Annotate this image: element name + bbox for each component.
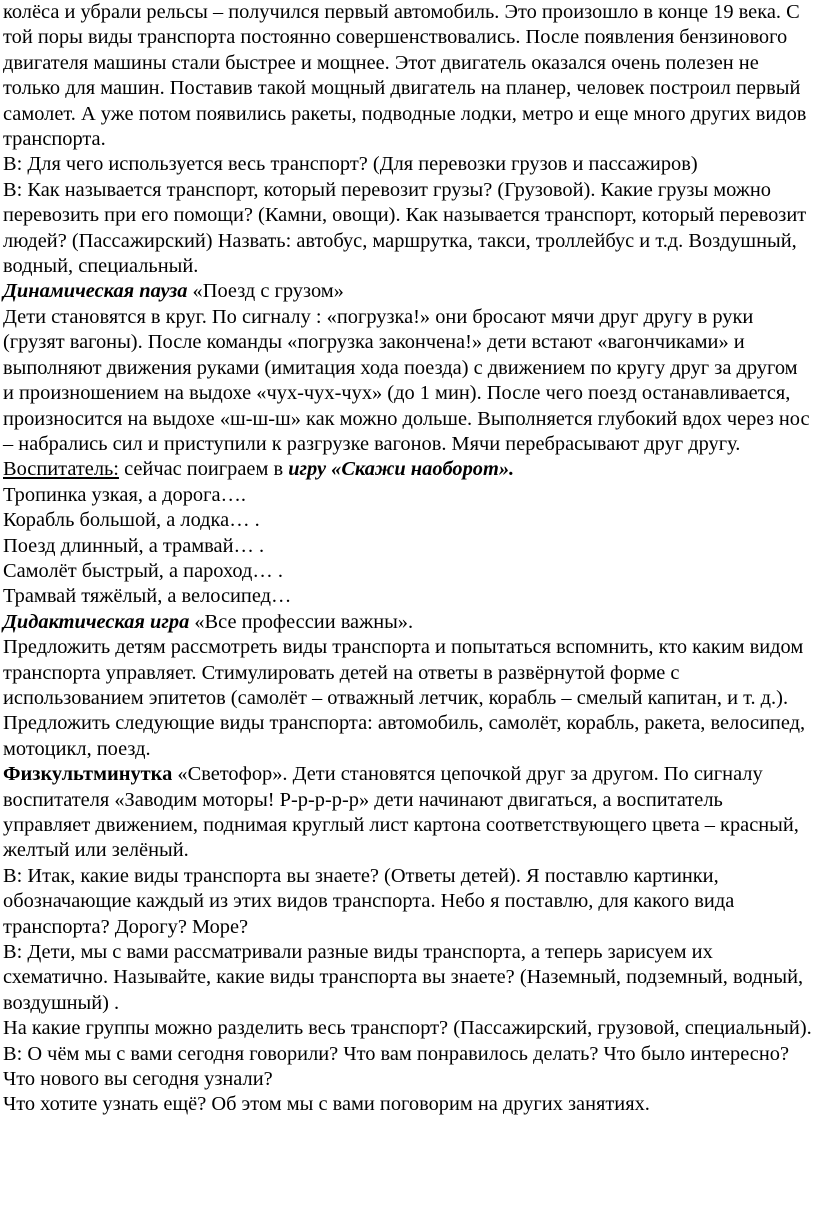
paragraph-text: В: Для чего используется весь транспорт? (Для перевозки грузов и пассажиров) xyxy=(3,153,698,176)
physical-minute-text: «Светофор». Дети становятся цепочкой друг за другом. По сигналу воспитателя «Заводим моторы! Р-р-р-р-р» дети начинают двигаться, а воспитатель управляет движением, поднимая круглый лист картона соответствующего цвета – красный, желтый или зелёный. xyxy=(3,763,799,862)
paragraph-professions-task xyxy=(3,635,813,762)
educator-intro-text: сейчас поиграем в xyxy=(118,458,289,481)
paragraph-text: Дети становятся в круг. По сигналу : «погрузка!» они бросают мячи друг другу в руки (грузят вагоны). После команды «погрузка закончена!» дети встают «вагончиками» и выполняют движения руками (имитация хода поезда) с движением по кругу друг за другом и произношением на выдохе «чух-чух-чух» (до 1 мин). После чего поезд останавливается, произносится на выдохе «ш-ш-ш» как можно дольше. Выполняется глубокий вдох через нос – набрались сил и приступили к разгрузке вагонов. Мячи перебрасывают друг другу. xyxy=(3,305,810,455)
paragraph-closing xyxy=(3,1092,813,1117)
game-line: Поезд длинный, а трамвай… . xyxy=(3,534,265,557)
game-line: Корабль большой, а лодка… . xyxy=(3,509,260,532)
document-page xyxy=(3,0,813,1118)
paragraph-dynamic-pause xyxy=(3,279,813,304)
dynamic-pause-heading: Динамическая пауза xyxy=(3,280,188,303)
paragraph-text: В: О чём мы с вами сегодня говорили? Что вам понравилось делать? Что было интересно? Что нового вы сегодня узнали? xyxy=(3,1042,790,1091)
game-line: Трамвай тяжёлый, а велосипед… xyxy=(3,585,292,608)
paragraph-text: В: Как называется транспорт, который перевозит грузы? (Грузовой). Какие грузы можно перевозить при его помощи? (Камни, овощи). Как называется транспорт, который перевозит людей? (Пассажирский) Назвать: автобус, маршрутка, такси, троллейбус и т.д. Воздушный, водный, специальный. xyxy=(3,178,807,278)
paragraph-text: В: Дети, мы с вами рассматривали разные виды транспорта, а теперь зарисуем их схематично. Называйте, какие виды транспорта вы знаете? (Наземный, подземный, водный, воздушный) . xyxy=(3,941,804,1014)
paragraph-question-types-known xyxy=(3,864,813,940)
paragraph-question-schematic-drawing xyxy=(3,940,813,1016)
game-line: Тропинка узкая, а дорога…. xyxy=(3,483,247,506)
paragraph-question-cargo-transport xyxy=(3,178,813,280)
paragraph-train-game-description xyxy=(3,305,813,457)
didactic-game-title: «Все профессии важны». xyxy=(189,610,414,633)
paragraph-educator-intro xyxy=(3,457,813,482)
game-name-say-opposite: игру «Скажи наоборот». xyxy=(288,458,515,481)
paragraph-text: Что хотите узнать ещё? Об этом мы с вами поговорим на других занятиях. xyxy=(3,1093,650,1116)
dynamic-pause-title: «Поезд с грузом» xyxy=(187,280,344,303)
paragraph-text: На какие группы можно разделить весь транспорт? (Пассажирский, грузовой, специальный). xyxy=(3,1017,812,1040)
paragraph-physical-minute xyxy=(3,762,813,864)
didactic-game-heading: Дидактическая игра xyxy=(3,610,190,633)
game-line: Самолёт быстрый, а пароход… . xyxy=(3,559,283,582)
physical-minute-heading: Физкультминутка xyxy=(3,763,173,786)
paragraph-question-summary xyxy=(3,1042,813,1093)
educator-label: Воспитатель: xyxy=(3,458,119,481)
paragraph-question-groups xyxy=(3,1016,813,1041)
paragraph-text: Предложить детям рассмотреть виды транспорта и попытаться вспомнить, кто каким видом транспорта управляет. Стимулировать детей на ответы в развёрнутой форме с использованием эпитетов (самолёт – отважный летчик, корабль – смелый капитан, и т. д.). Предложить следующие виды транспорта: автомобиль, самолёт, корабль, ракета, велосипед, мотоцикл, поезд. xyxy=(3,636,806,760)
paragraph-first-car-history xyxy=(3,0,813,152)
paragraph-didactic-game xyxy=(3,610,813,635)
paragraph-text: колёса и убрали рельсы – получился первый автомобиль. Это произошло в конце 19 века. С той поры виды транспорта постоянно совершенствовались. После появления бензинового двигателя машины стали быстрее и мощнее. Этот двигатель оказался очень полезен не только для машин. Поставив такой мощный двигатель на планер, человек построил первый самолет. А уже потом появились ракеты, подводные лодки, метро и еще много других видов транспорта. xyxy=(3,1,807,151)
paragraph-text: В: Итак, какие виды транспорта вы знаете? (Ответы детей). Я поставлю картинки, обозначающие каждый из этих видов транспорта. Небо я поставлю, для какого вида транспорта? Дорогу? Море? xyxy=(3,864,735,938)
paragraph-question-transport-purpose xyxy=(3,152,813,177)
